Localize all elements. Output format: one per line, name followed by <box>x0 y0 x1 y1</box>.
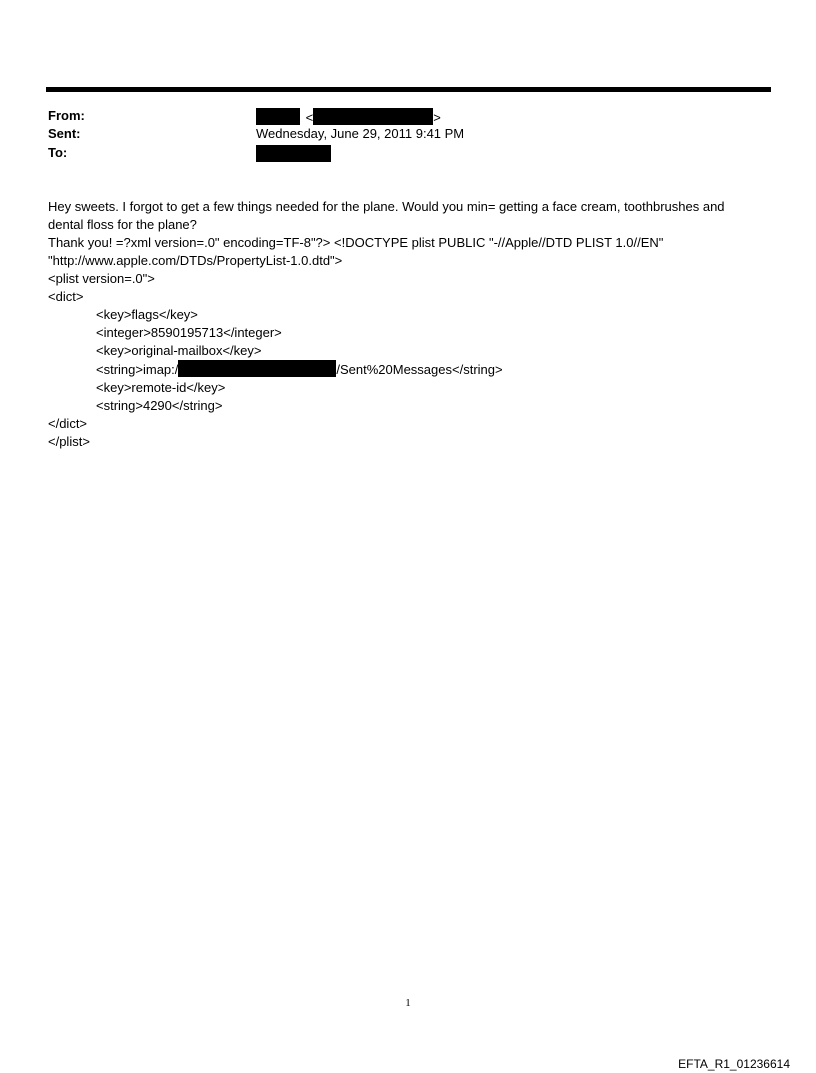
sent-value: Wednesday, June 29, 2011 9:41 PM <box>256 126 465 141</box>
redaction-box <box>256 145 331 162</box>
body-line: <key>original-mailbox</key> <box>96 343 262 358</box>
from-gt: > <box>433 110 441 125</box>
imap-suffix: /Sent%20Messages</string> <box>336 362 503 377</box>
body-line: <string>4290</string> <box>96 398 223 413</box>
redaction-box <box>256 108 300 125</box>
email-body <box>48 198 768 451</box>
body-line: <dict> <box>48 289 84 304</box>
from-label: From: <box>48 108 85 123</box>
body-line: Thank you! =?xml version=.0" encoding=TF-8"?> <!DOCTYPE plist PUBLIC "-//Apple//DTD PLIST 1.0//EN" <box>48 235 664 250</box>
body-line: </dict> <box>48 416 88 431</box>
to-value <box>256 145 331 163</box>
body-line: <integer>8590195713</integer> <box>96 325 282 340</box>
to-label: To: <box>48 145 68 160</box>
header-rule <box>46 87 771 92</box>
document-id: EFTA_R1_01236614 <box>678 1057 790 1071</box>
body-line: </plist> <box>48 434 90 449</box>
body-line: <key>remote-id</key> <box>96 380 226 395</box>
body-line: dental floss for the plane? <box>48 217 197 232</box>
sent-label: Sent: <box>48 126 81 141</box>
body-line: <key>flags</key> <box>96 307 198 322</box>
body-line <box>48 360 768 379</box>
body-line: "http://www.apple.com/DTDs/PropertyList-1.0.dtd"> <box>48 253 343 268</box>
from-lt: < <box>305 110 314 125</box>
from-value <box>256 108 441 126</box>
redaction-box <box>313 108 433 125</box>
imap-prefix: <string>imap:/ <box>96 362 179 377</box>
body-line: Hey sweets. I forgot to get a few things needed for the plane. Would you min= getting a face cream, toothbrushes and <box>48 199 725 214</box>
body-line: <plist version=.0"> <box>48 271 155 286</box>
redaction-box <box>178 360 336 377</box>
page-number: 1 <box>405 997 411 1009</box>
